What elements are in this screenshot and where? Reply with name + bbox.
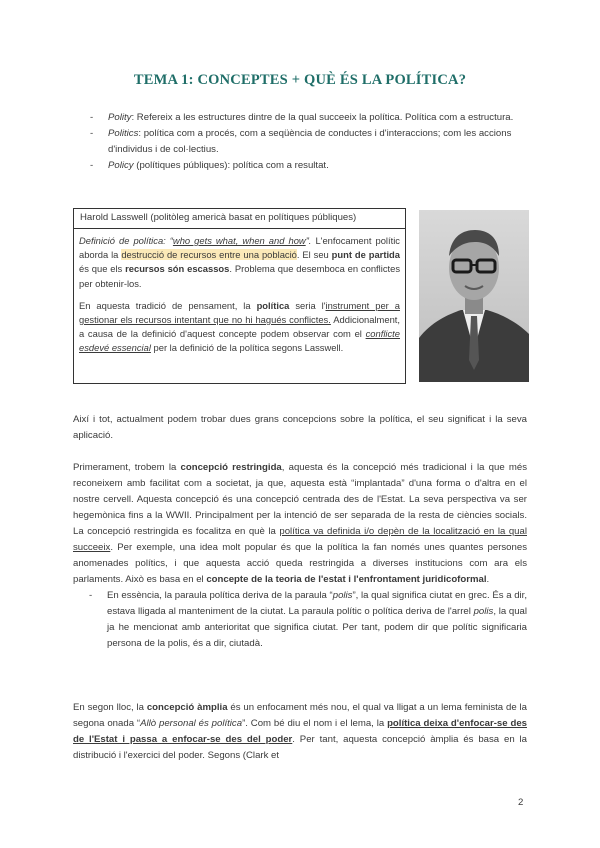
restricted-conception-section	[73, 460, 527, 652]
broad-conception-section	[73, 700, 527, 764]
list-item: - En essència, la paraula política deriva de la paraula “polis”, la qual significa ciutat en grec. És a dir, estava lligada al manteniment de la ciutat. La paraula polític o política deriva de l'arrel polis, la qual ja he mencionat amb anterioritat que significa ciutat. Per tant, podem dir que polític significaria persona de la polis, és a dir, ciutadà.	[107, 588, 527, 652]
list-item: - Policy (polítiques públiques): política com a resultat.	[90, 158, 528, 174]
restricted-paragraph: Primerament, trobem la concepció restringida, aquesta és la concepció més tradicional i la que més reconeixem amb facilitat com a societat, ja que, aquesta està “implantada” d'una forma o d'altra en el nostre cervell. Aquesta concepció és una concepció centrada des de l'Estat. La seva perspectiva va ser hegemònica fins a la WWII. Principalment per la intenció de ser separada de la resta de ciències socials. La concepció restringida es focalitza en què la política va definida i/o depèn de la localització en la qual succeeix. Per exemple, una idea molt popular és que la política la fan només unes quantes persones anomenades polítics, i que aquesta acció queda restringida a diverses institucions com ara els parlaments. Això es basa en el concepte de la teoria de l'estat i l'enfrontament juridicoformal.	[73, 462, 527, 585]
highlighted-text: destrucció de recursos entre una població	[121, 249, 297, 261]
definition-paragraph: Definició de política: “who gets what, when and how”. L'enfocament polític aborda la destrucció de recursos entre una població. El seu punt de partida és que els recursos són escassos. Problema que desemboca en conflictes per obtenir-los.	[79, 235, 401, 289]
page-number: 2	[518, 797, 524, 808]
lasswell-box	[73, 208, 406, 384]
tradition-paragraph: En aquesta tradició de pensament, la política seria l'instrument per a gestionar els recursos intentant que no hi hagués conflictes. Addicionalment, a causa de la definició d'aquest concepte podem observar com el conflicte esdevé essencial per la definició de la política segons Lasswell.	[79, 299, 400, 354]
box-body	[74, 229, 405, 356]
box-header: Harold Lasswell (politòleg americà basat en polítiques públiques)	[74, 209, 405, 229]
lasswell-portrait	[419, 210, 529, 382]
portrait-image	[419, 210, 529, 382]
author-name: Harold Lasswell	[80, 212, 148, 223]
list-item: - Polity: Refereix a les estructures dintre de la qual succeeix la política. Política com a estructura.	[90, 110, 528, 126]
list-item: - Politics: política com a procés, com a seqüència de conductes i d'interaccions; com les accions d'individus i de col·lectius.	[90, 126, 528, 158]
page-title: TEMA 1: CONCEPTES + QUÈ ÉS LA POLÍTICA?	[133, 72, 467, 88]
definitions-list	[90, 110, 528, 174]
polis-sublist	[73, 588, 527, 652]
broad-paragraph: En segon lloc, la concepció àmplia és un enfocament més nou, el qual va lligat a un lema feminista de la segona onada “Allò personal és política”. Com bé diu el nom i el lema, la política deixa d'enfocar-se des de l'Estat i passa a enfocar-se des del poder. Per tant, aquesta concepció àmplia és basa en la distribució i l'exercici del poder. Segons (Clark et	[73, 702, 527, 761]
intro-paragraph: Així i tot, actualment podem trobar dues grans concepcions sobre la política, el seu significat i la seva aplicació.	[73, 414, 527, 441]
